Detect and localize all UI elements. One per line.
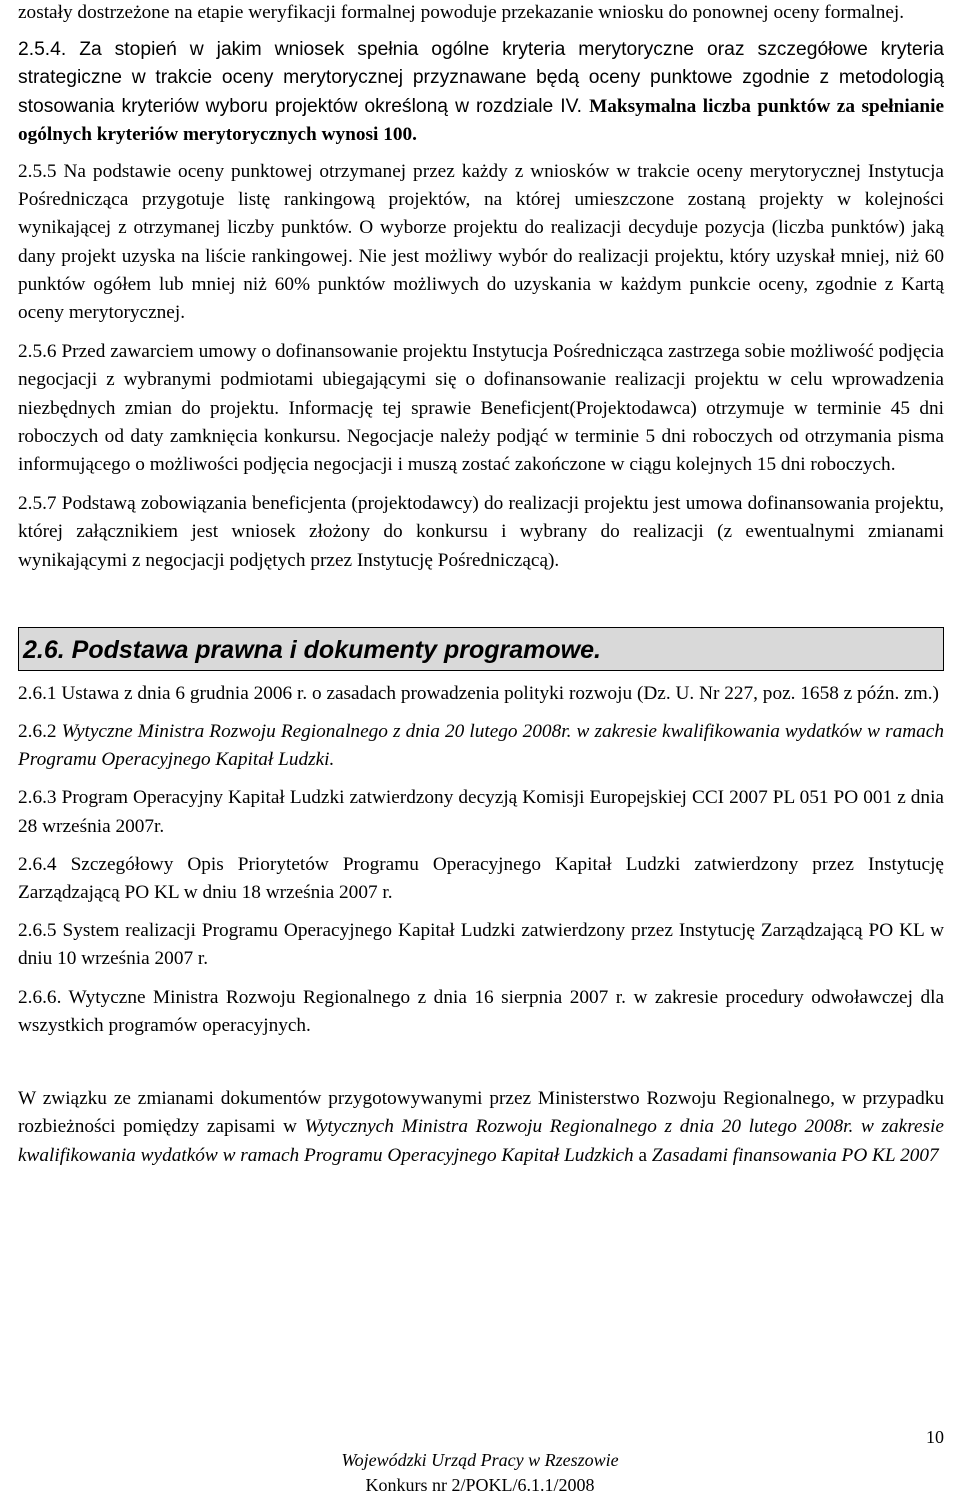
list-item-2-6-3: 2.6.3 Program Operacyjny Kapitał Ludzki zatwierdzony decyzją Komisji Europejskiej CCI 2007 PL 051 PO 001 z dnia 28 września 2007r. xyxy=(18,787,944,837)
paragraph-2-5-4-bold: Maksymalna liczba punktów za spełnianie ogólnych kryteriów merytorycznych wynosi 100. xyxy=(18,95,945,145)
closing-note-italic2: Zasadami finansowania PO KL 2007 xyxy=(651,1144,939,1166)
list-item-2-6-2 xyxy=(18,718,944,774)
footer-contest-number: Konkurs nr 2/POKL/6.1.1/2008 xyxy=(365,1475,595,1495)
paragraph-2-5-7: 2.5.7 Podstawą zobowiązania beneficjenta (projektodawcy) do realizacji projektu jest umowa dofinansowania projektu, której załącznikiem jest wniosek złożony do konkursu i wybrany do realizacji (z ewentualnymi zmianami wynikającymi z negocjacji podjętych przez Instytucję Pośredniczącą). xyxy=(18,493,944,571)
list-item-2-6-5: 2.6.5 System realizacji Programu Operacyjnego Kapitał Ludzki zatwierdzony przez Instytucję Zarządzającą PO KL w dniu 10 września 2007 r. xyxy=(18,920,944,970)
paragraph-2-5-5: 2.5.5 Na podstawie oceny punktowej otrzymanej przez każdy z wniosków w trakcie oceny merytorycznej Instytucja Pośrednicząca przygotuje listę rankingową projektów, na której umieszczone zostaną projekty w kolejności wynikającej z otrzymanej liczby punktów. O wyborze projektu do realizacji decyduje pozycja (liczba punktów) jaką dany projekt uzyska na liście rankingowej. Nie jest możliwy wybór do realizacji projektu, który uzyskał mniej, niż 60 punktów ogółem lub mniej niż 60% punktów możliwych do uzyskania w każdym punkcie oceny, zgodnie z Kartą oceny merytorycznej. xyxy=(18,161,944,324)
closing-note-part1: W związku ze zmianami dokumentów przygotowywanymi przez Ministerstwo Rozwoju Regionalnego, w przypadku rozbieżności pomiędzy zapisami w xyxy=(18,1088,944,1138)
paragraph-2-5-4 xyxy=(18,36,944,149)
closing-note-italic1: Wytycznych Ministra Rozwoju Regionalnego z dnia 20 lutego 2008r. w zakresie kwalifikowania wydatków w ramach Programu Operacyjnego Kapitał Ludzkich xyxy=(18,1116,944,1166)
list-item-2-6-2-title: Wytyczne Ministra Rozwoju Regionalnego z dnia 20 lutego 2008r. w zakresie kwalifikowania wydatków w ramach Programu Operacyjnego Kapitał Ludzki. xyxy=(18,721,945,771)
paragraph-continuation: zostały dostrzeżone na etapie weryfikacji formalnej powoduje przekazanie wniosku do ponownej oceny formalnej. xyxy=(18,2,905,23)
legal-basis-list xyxy=(18,680,944,1040)
page-number: 10 xyxy=(926,1427,944,1447)
footer-organization: Wojewódzki Urząd Pracy w Rzeszowie xyxy=(341,1450,619,1470)
closing-note xyxy=(18,1085,944,1170)
list-item-2-6-6: 2.6.6. Wytyczne Ministra Rozwoju Regionalnego z dnia 16 sierpnia 2007 r. w zakresie procedury odwoławczej dla wszystkich programów operacyjnych. xyxy=(18,986,944,1036)
closing-note-part2: a xyxy=(633,1144,652,1166)
paragraph-2-5-6: 2.5.6 Przed zawarciem umowy o dofinansowanie projektu Instytucja Pośrednicząca zastrzega sobie możliwość podjęcia negocjacji z wybranymi podmiotami ubiegającymi się o dofinansowanie realizacji projektu w celu wprowadzenia niezbędnych zmian do projektu. Informację tej sprawie Beneficjent(Projektodawca) otrzymuje w terminie 45 dni roboczych od daty zamknięcia konkursu. Negocjacje należy podjąć w terminie 5 dni roboczych od otrzymania pisma informującego o możliwości podjęcia negocjacji i muszą zostać zakończone w ciągu kolejnych 15 dni roboczych. xyxy=(18,341,944,476)
paragraph-2-5-4-text: 2.5.4. Za stopień w jakim wniosek spełnia ogólne kryteria merytoryczne oraz szczegółowe kryteria strategiczne w trakcie oceny merytorycznej przyznawane będą oceny punktowe zgodnie z metodologią stosowania kryteriów wyboru projektów określoną w rozdziale IV. xyxy=(18,39,944,117)
list-item-2-6-1: 2.6.1 Ustawa z dnia 6 grudnia 2006 r. o zasadach prowadzenia polityki rozwoju (Dz. U. Nr 227, poz. 1658 z późn. zm.) xyxy=(18,682,939,704)
list-item-2-6-4: 2.6.4 Szczegółowy Opis Priorytetów Programu Operacyjnego Kapitał Ludzki zatwierdzony przez Instytucję Zarządzającą PO KL w dniu 18 września 2007 r. xyxy=(18,853,944,904)
section-heading-2-6: 2.6. Podstawa prawna i dokumenty programowe. xyxy=(18,627,944,671)
list-item-2-6-2-number: 2.6.2 xyxy=(18,721,62,743)
document-page xyxy=(18,0,944,1170)
